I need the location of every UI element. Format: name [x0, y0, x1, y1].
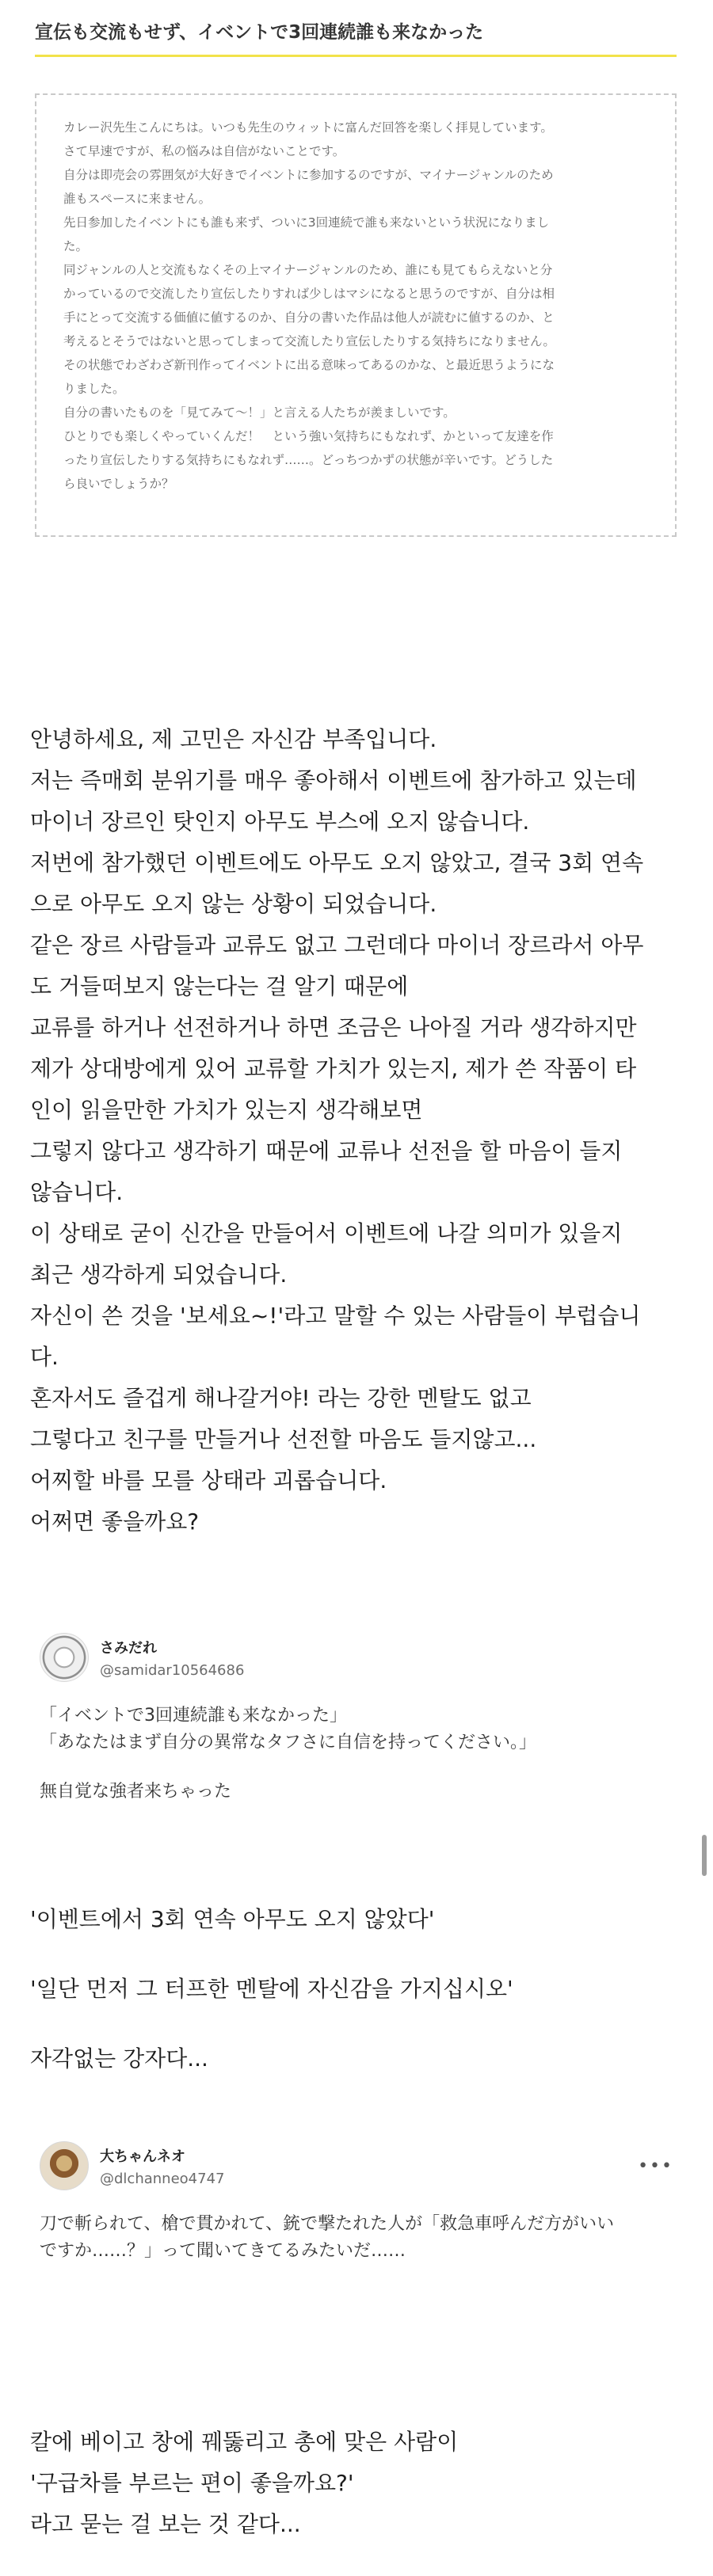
avatar[interactable] [40, 1633, 89, 1682]
post-title: 宣伝も交流もせず、イベントで3回連続誰も来なかった [35, 17, 677, 57]
tweet-author [100, 1637, 244, 1679]
translation-line: '구급차를 부르는 편이 좋을까요?' [30, 2470, 354, 2496]
tweet-author [100, 2145, 224, 2187]
letter-line: 先日参加したイベントにも誰も来ず、ついに3回連続で誰も来ないという状況になりまし [63, 215, 550, 230]
tweet-card [40, 2138, 673, 2265]
letter-line: 誰もスペースに来ません。 [63, 192, 212, 206]
translation-line: 자각없는 강자다... [30, 2045, 208, 2072]
translation-line: 같은 장르 사람들과 교류도 없고 그런데다 마이너 장르라서 아무 [30, 932, 644, 958]
original-letter-box [35, 93, 677, 537]
translation-line: '이벤트에서 3회 연속 아무도 오지 않았다' [30, 1906, 435, 1932]
translation-text [30, 719, 688, 1543]
letter-line: カレー沢先生こんにちは。いつも先生のウィットに富んだ回答を楽しく拝見しています。 [63, 120, 553, 135]
author-handle[interactable]: @samidar10564686 [100, 1661, 245, 1679]
tweet-line: ですか……？」って聞いてきてるみたいだ…… [40, 2241, 406, 2261]
tweet-line: 無自覚な強者来ちゃった [40, 1782, 232, 1802]
translation-line: 칼에 베이고 창에 꿰뚫리고 총에 맞은 사람이 [30, 2429, 459, 2455]
translation-line: 도 거들떠보지 않는다는 걸 알기 때문에 [30, 973, 409, 999]
letter-line: 考えるとそうではないと思ってしまって交流したり宣伝したりする気持ちになりません。 [63, 334, 555, 348]
translation-line: 그렇다고 친구를 만들거나 선전할 마음도 들지않고... [30, 1426, 537, 1452]
translation-line: 라고 묻는 걸 보는 것 같다... [30, 2511, 301, 2537]
letter-line: ひとりでも楽しくやっていくんだ！ という強い気持ちにもなれず、かといって友達を作 [63, 429, 554, 443]
translation-line: 이 상태로 굳이 신간을 만들어서 이벤트에 나갈 의미가 있을지 [30, 1220, 623, 1246]
letter-line: その状態でわざわざ新刊作ってイベントに出る意味ってあるのかな、と最近思うようにな [63, 358, 555, 372]
translation-line: 저는 즉매회 분위기를 매우 좋아해서 이벤트에 참가하고 있는데 [30, 767, 637, 793]
tweet-header [40, 2138, 673, 2194]
translation-line: 혼자서도 즐겁게 해나갈거야! 라는 강한 멘탈도 없고 [30, 1385, 532, 1411]
tweet-text [40, 1703, 673, 1805]
translation-line: 최근 생각하게 되었습니다. [30, 1261, 288, 1288]
tweet-card [40, 1630, 673, 1805]
author-name[interactable]: さみだれ [100, 1639, 157, 1657]
scrollbar-thumb[interactable] [702, 1835, 707, 1876]
translation-line: 어쩌면 좋을까요? [30, 1509, 200, 1535]
author-name[interactable]: 大ちゃんネオ [100, 2148, 185, 2165]
tweet-line: 「あなたはまず自分の異常なタフさに自信を持ってください。」 [40, 1733, 537, 1752]
letter-line: 同ジャンルの人と交流もなくその上マイナージャンルのため、誰にも見てもらえないと分 [63, 263, 553, 277]
translation-line: 어찌할 바를 모를 상태라 괴롭습니다. [30, 1467, 387, 1493]
translation-line: '일단 먼저 그 터프한 멘탈에 자신감을 가지십시오' [30, 1976, 513, 2002]
letter-line: 自分は即売会の雰囲気が大好きでイベントに参加するのですが、マイナージャンルのため [63, 168, 554, 182]
tweet-text [40, 2211, 673, 2265]
translation-line: 마이너 장르인 탓인지 아무도 부스에 오지 않습니다. [30, 809, 530, 835]
translation-line: 그렇지 않다고 생각하기 때문에 교류나 선전을 할 마음이 들지 [30, 1138, 623, 1164]
translation-line: 교류를 하거나 선전하거나 하면 조금은 나아질 거라 생각하지만 [30, 1014, 637, 1041]
translation-line: 다. [30, 1344, 59, 1370]
translation-line: 인이 읽을만한 가치가 있는지 생각해보면 [30, 1097, 423, 1123]
translation-reply-text [30, 1902, 688, 2076]
tweet-header [40, 1630, 673, 1685]
letter-line: りました。 [63, 382, 125, 396]
letter-line: かっているので交流したり宣伝したりすれば少しはマシになると思うのですが、自分は相 [63, 287, 555, 301]
translation-line: 않습니다. [30, 1179, 124, 1205]
letter-line: た。 [63, 239, 89, 253]
letter-line: 自分の書いたものを「見てみて〜！」と言える人たちが羨ましいです。 [63, 405, 456, 420]
letter-line: ら良いでしょうか？ [63, 477, 174, 491]
more-options-icon[interactable]: ••• [638, 2156, 673, 2176]
translation-line: 제가 상대방에게 있어 교류할 가치가 있는지, 제가 쓴 작품이 타 [30, 1056, 637, 1082]
letter-line: 手にとって交流する価値に値するのか、自分の書いた作品は他人が読むに値するのか、と [63, 310, 555, 325]
tweet-line: 刀で斬られて、槍で貫かれて、銃で撃たれた人が「救急車呼んだ方がいい [40, 2214, 615, 2234]
tweet-line: 「イベントで3回連続誰も来なかった」 [40, 1706, 347, 1726]
avatar[interactable] [40, 2141, 89, 2190]
letter-line: ったり宣伝したりする気持ちにもなれず……。どっちつかずの状態が辛いです。どうした [63, 453, 554, 467]
translation-line: 자신이 쓴 것을 '보세요~!'라고 말할 수 있는 사람들이 부럽습니 [30, 1303, 641, 1329]
translation-line: 저번에 참가했던 이벤트에도 아무도 오지 않았고, 결국 3회 연속 [30, 850, 644, 876]
letter-line: さて早速ですが、私の悩みは自信がないことです。 [63, 144, 345, 158]
author-handle[interactable]: @dlchanneo4747 [100, 2170, 225, 2187]
translation-line: 으로 아무도 오지 않는 상황이 되었습니다. [30, 891, 437, 917]
translation-line: 안녕하세요, 제 고민은 자신감 부족입니다. [30, 726, 437, 752]
translation-reply-text [30, 2422, 688, 2545]
